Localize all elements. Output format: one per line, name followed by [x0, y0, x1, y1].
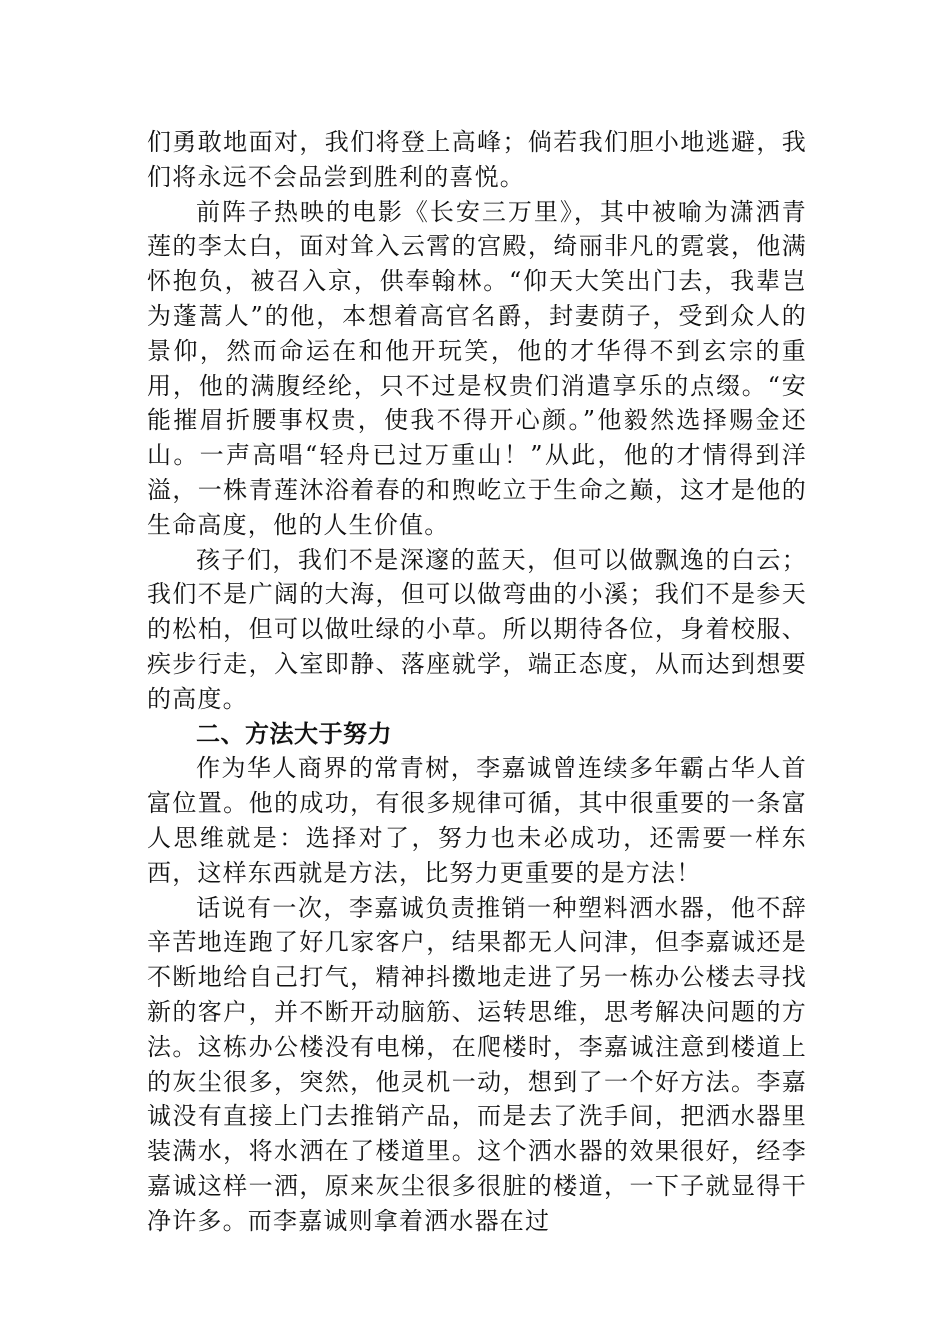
paragraph-children: 孩子们，我们不是深邃的蓝天，但可以做飘逸的白云；我们不是广阔的大海，但可以做弯曲的小溪；我们不是参天的松柏，但可以做吐绿的小草。所以期待各位，身着校服、疾步行走，入室即静、落座就学，端正态度，从而达到想要的高度。	[147, 545, 807, 713]
paragraph-li-ka-shing-intro: 作为华人商界的常青树，李嘉诚曾连续多年霸占华人首富位置。他的成功，有很多规律可循，其中很重要的一条富人思维就是：选择对了，努力也未必成功，还需要一样东西，这样东西就是方法，比努力更重要的是方法！	[147, 754, 807, 887]
document-page	[147, 125, 807, 1239]
paragraph-changan: 前阵子热映的电影《长安三万里》，其中被喻为潇洒青莲的李太白，面对耸入云霄的宫殿，绮丽非凡的霓裳，他满怀抱负，被召入京，供奉翰林。“仰天大笑出门去，我辈岂为蓬蒿人”的他，本想着高官名爵，封妻荫子，受到众人的景仰，然而命运在和他开玩笑，他的才华得不到玄宗的重用，他的满腹经纶，只不过是权贵们消遣享乐的点缀。“安能摧眉折腰事权贵，使我不得开心颜。”他毅然选择赐金还山。一声高唱“轻舟已过万重山！”从此，他的才情得到洋溢，一株青莲沐浴着春的和煦屹立于生命之巅，这才是他的生命高度，他的人生价值。	[147, 197, 807, 539]
paragraph-continuation: 们勇敢地面对，我们将登上高峰；倘若我们胆小地逃避，我们将永远不会品尝到胜利的喜悦。	[147, 128, 807, 191]
section-heading: 二、方法大于努力	[196, 719, 392, 748]
paragraph-li-ka-shing-story: 话说有一次，李嘉诚负责推销一种塑料洒水器，他不辞辛苦地连跑了好几家客户，结果都无人问津，但李嘉诚还是不断地给自己打气，精神抖擞地走进了另一栋办公楼去寻找新的客户，并不断开动脑筋、运转思维，思考解决问题的方法。这栋办公楼没有电梯，在爬楼时，李嘉诚注意到楼道上的灰尘很多，突然，他灵机一动，想到了一个好方法。李嘉诚没有直接上门去推销产品，而是去了洗手间，把洒水器里装满水，将水洒在了楼道里。这个洒水器的效果很好，经李嘉诚这样一洒，原来灰尘很多很脏的楼道，一下子就显得干净许多。而李嘉诚则拿着洒水器在过	[147, 893, 807, 1235]
